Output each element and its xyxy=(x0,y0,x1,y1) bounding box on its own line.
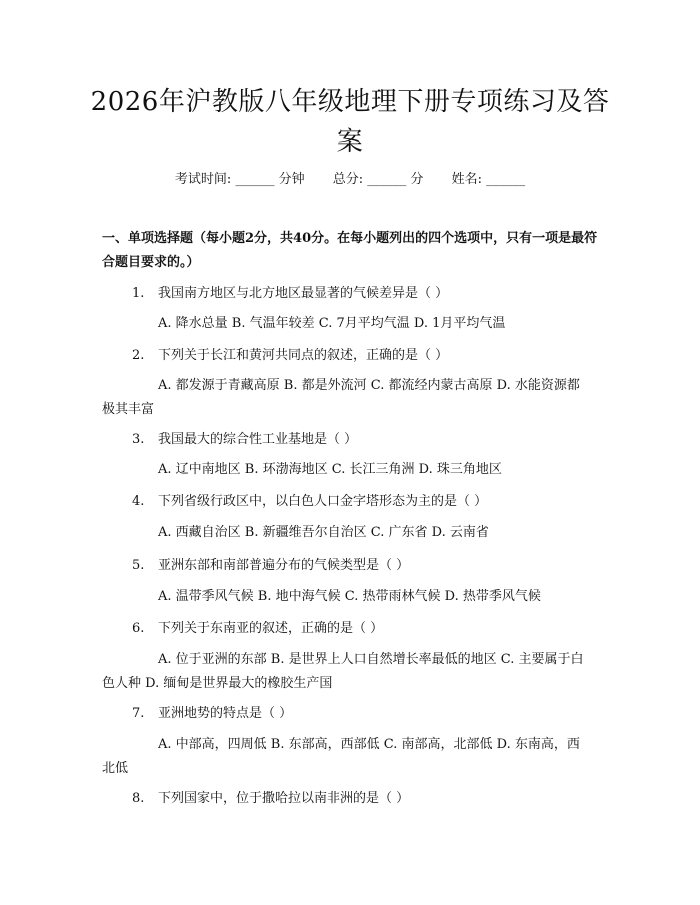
question-text: 下列关于长江和黄河共同点的叙述，正确的是（ ） xyxy=(158,348,449,363)
student-name-field xyxy=(452,168,526,187)
total-score-field xyxy=(333,168,424,187)
question-number: 8. xyxy=(132,791,145,806)
question-text: 下列国家中，位于撒哈拉以南非洲的是（ ） xyxy=(158,791,410,806)
exam-time-label: 考试时间: xyxy=(174,172,232,187)
exam-time-field xyxy=(175,168,305,187)
question-options: A. 都发源于青藏高原 B. 都是外流河 C. 都流经内蒙古高原 D. 水能资源都极其丰富 xyxy=(102,378,580,417)
student-name-label: 姓名: xyxy=(451,172,482,187)
question-text: 下列关于东南亚的叙述，正确的是（ ） xyxy=(158,621,384,636)
exam-time-unit: 分钟 xyxy=(278,172,305,187)
question-options: A. 中部高，四周低 B. 东部高，西部低 C. 南部高，北部低 D. 东南高，西北低 xyxy=(102,737,580,776)
question-number: 4. xyxy=(132,494,145,509)
student-name-blank: ______ xyxy=(486,172,526,187)
total-score-blank: ______ xyxy=(367,172,407,187)
exam-info-line xyxy=(0,168,700,187)
question-stem xyxy=(132,284,602,304)
question-options: A. 温带季风气候 B. 地中海气候 C. 热带雨林气候 D. 热带季风气候 xyxy=(158,589,541,604)
question-text: 下列省级行政区中，以白色人口金字塔形态为主的是（ ） xyxy=(158,494,488,509)
question-options: A. 辽中南地区 B. 环渤海地区 C. 长江三角洲 D. 珠三角地区 xyxy=(158,462,502,477)
question-options: A. 降水总量 B. 气温年较差 C. 7月平均气温 D. 1月平均气温 xyxy=(158,316,506,331)
exam-time-blank: ______ xyxy=(235,172,275,187)
question-number: 5. xyxy=(132,558,145,573)
question-stem xyxy=(132,492,602,512)
total-score-label: 总分: xyxy=(332,172,364,187)
question-number: 1. xyxy=(132,286,145,301)
question-text: 我国南方地区与北方地区最显著的气候差异是（ ） xyxy=(158,286,449,301)
section-heading: 一、单项选择题（每小题2分，共40分。在每小题列出的四个选项中，只有一项是最符合题目要求的。） xyxy=(102,231,598,270)
question-stem xyxy=(132,346,602,366)
total-score-unit: 分 xyxy=(410,172,424,187)
question-text: 我国最大的综合性工业基地是（ ） xyxy=(158,432,358,447)
question-stem xyxy=(132,619,602,639)
question-number: 7. xyxy=(132,706,145,721)
question-stem xyxy=(132,789,602,809)
question-text: 亚洲地势的特点是（ ） xyxy=(158,706,293,721)
question-options: A. 位于亚洲的东部 B. 是世界上人口自然增长率最低的地区 C. 主要属于白色人种 D. 缅甸是世界最大的橡胶生产国 xyxy=(102,652,584,691)
question-stem xyxy=(132,556,602,576)
question-number: 6. xyxy=(132,621,145,636)
question-stem xyxy=(132,704,602,724)
document-title: 2026年沪教版八年级地理下册专项练习及答案 xyxy=(90,87,610,157)
question-number: 2. xyxy=(132,348,145,363)
question-options: A. 西藏自治区 B. 新疆维吾尔自治区 C. 广东省 D. 云南省 xyxy=(158,525,489,540)
question-stem xyxy=(132,430,602,450)
question-text: 亚洲东部和南部普遍分布的气候类型是（ ） xyxy=(158,558,410,573)
question-number: 3. xyxy=(132,432,145,447)
